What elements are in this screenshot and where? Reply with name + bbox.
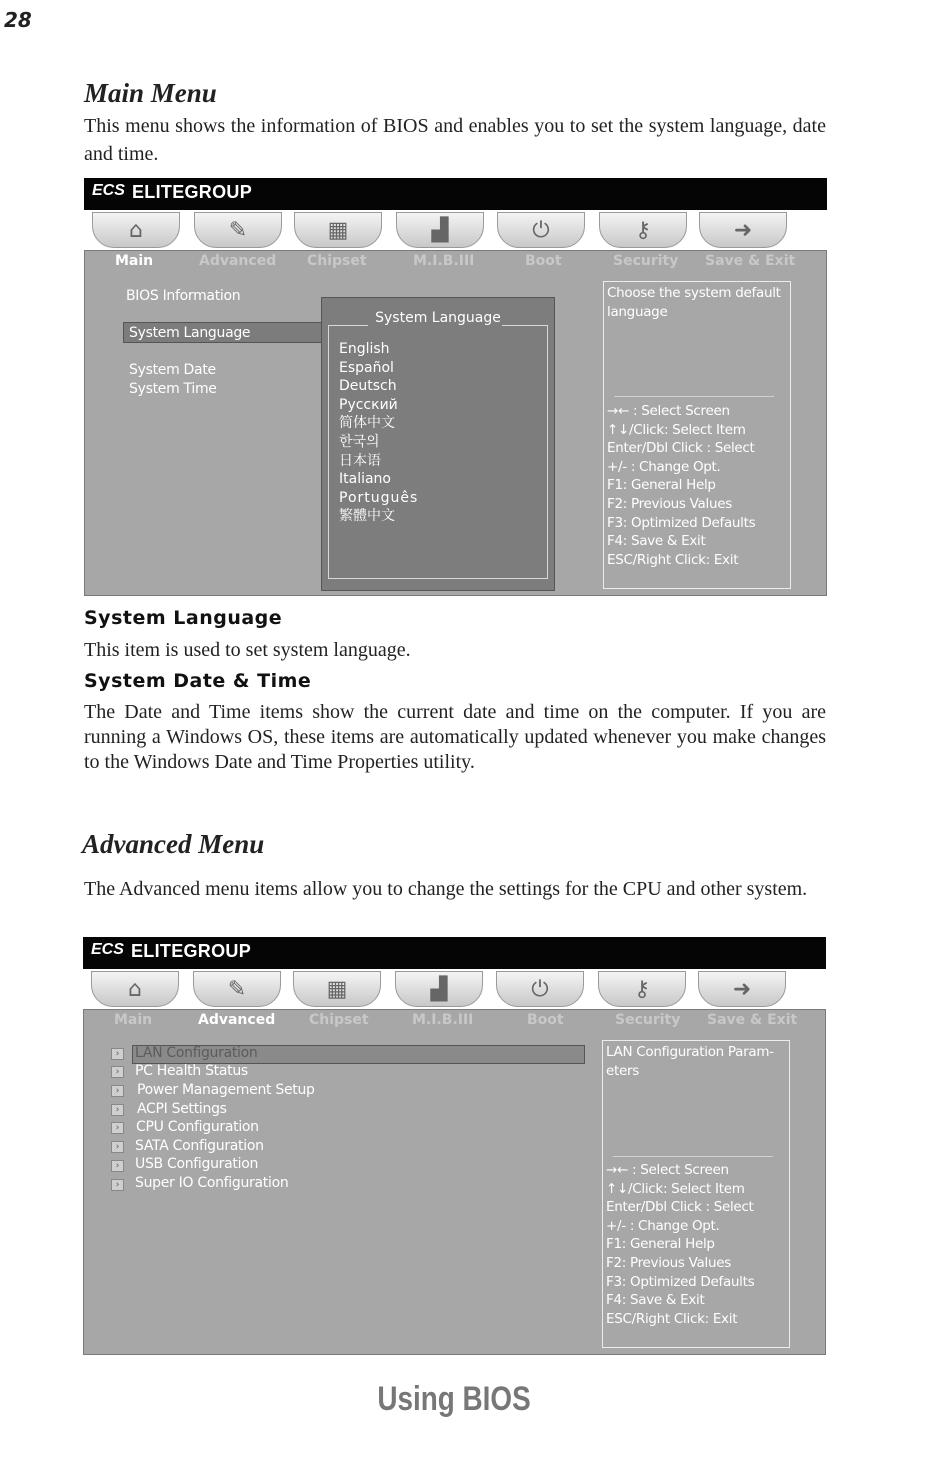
key-hint: Enter/Dbl Click : Select [606, 1199, 754, 1216]
help-panel [602, 1040, 790, 1348]
key-hint: ESC/Right Click: Exit [606, 1310, 738, 1327]
key-legend [607, 402, 755, 569]
help-separator [613, 1156, 773, 1157]
bios-advanced-screen [83, 937, 826, 1355]
system-language-item[interactable]: System Language [129, 325, 251, 341]
submenu-arrow-icon: › [111, 1122, 124, 1134]
tab-main[interactable]: Main [115, 253, 154, 269]
key-icon[interactable]: ⚷ [599, 212, 687, 248]
key-hint: +/- : Change Opt. [607, 458, 721, 475]
key-legend [606, 1161, 754, 1328]
pc-health-status-item[interactable]: PC Health Status [135, 1063, 248, 1079]
bios-advanced-panel [83, 1009, 826, 1355]
wrench-icon[interactable]: ✎ [194, 212, 282, 248]
key-hint: F4: Save & Exit [607, 533, 706, 550]
cpu-configuration-item[interactable]: CPU Configuration [136, 1119, 259, 1135]
submenu-arrow-icon: › [111, 1048, 124, 1060]
power-icon[interactable]: ⏻ [497, 212, 585, 248]
bios-title-bar [83, 937, 826, 969]
system-time-item[interactable]: System Time [129, 381, 217, 397]
bios-information-label: BIOS Information [126, 288, 241, 304]
sata-configuration-item[interactable]: SATA Configuration [135, 1138, 264, 1154]
key-hint: F4: Save & Exit [606, 1292, 705, 1309]
tab-chipset[interactable]: Chipset [307, 253, 367, 269]
key-hint: F2: Previous Values [607, 495, 732, 512]
language-options [339, 340, 418, 526]
bios-main-screen [84, 178, 827, 596]
tab-advanced[interactable]: Advanced [199, 253, 277, 269]
tab-save-exit[interactable]: Save & Exit [705, 253, 796, 269]
key-hint: +/- : Change Opt. [606, 1217, 720, 1234]
submenu-arrow-icon: › [111, 1141, 124, 1153]
date-time-heading: System Date & Time [84, 670, 312, 692]
chart-icon[interactable]: ▟ [396, 212, 484, 248]
key-hint: F1: General Help [606, 1236, 715, 1253]
exit-icon[interactable]: ➜ [699, 212, 787, 248]
tab-mib[interactable]: M.I.B.III [413, 253, 475, 269]
key-hint: →← : Select Screen [606, 1162, 729, 1178]
power-icon[interactable]: ⏻ [496, 971, 584, 1007]
chart-icon[interactable]: ▟ [395, 971, 483, 1007]
ecs-logo: ECS [92, 182, 125, 199]
help-text: LAN Configuration Param- eters [606, 1044, 774, 1079]
key-hint: F3: Optimized Defaults [607, 514, 756, 531]
tab-security[interactable]: Security [615, 1012, 681, 1028]
wrench-icon[interactable]: ✎ [193, 971, 281, 1007]
key-icon[interactable]: ⚷ [598, 971, 686, 1007]
main-menu-heading: Main Menu [84, 78, 217, 108]
home-icon[interactable]: ⌂ [92, 212, 180, 248]
key-hint: F1: General Help [607, 477, 716, 494]
bios-tab-strip [84, 210, 827, 250]
language-option[interactable]: Português [339, 489, 419, 506]
tab-security[interactable]: Security [613, 253, 679, 269]
language-option[interactable]: Русский [339, 396, 398, 413]
key-hint: F2: Previous Values [606, 1254, 731, 1271]
submenu-arrow-icon: › [111, 1160, 124, 1172]
power-management-item[interactable]: Power Management Setup [137, 1082, 315, 1098]
brand-name: ELITEGROUP [132, 182, 253, 202]
language-option[interactable]: 简体中文 [339, 415, 395, 432]
submenu-arrow-icon: › [111, 1085, 124, 1097]
language-option[interactable]: Italiano [339, 471, 391, 488]
language-option[interactable]: Español [339, 359, 394, 376]
exit-icon[interactable]: ➜ [698, 971, 786, 1007]
language-option[interactable]: English [339, 341, 390, 357]
advanced-menu-intro: The Advanced menu items allow you to change the settings for the CPU and other system. [84, 878, 808, 900]
bios-title-bar [84, 178, 827, 210]
lan-configuration-item[interactable]: LAN Configuration [135, 1045, 258, 1061]
help-text: Choose the system default language [607, 285, 781, 320]
submenu-arrow-icon: › [111, 1104, 124, 1116]
usb-configuration-item[interactable]: USB Configuration [135, 1156, 259, 1172]
submenu-arrow-icon: › [111, 1066, 124, 1078]
tab-chipset[interactable]: Chipset [309, 1012, 369, 1028]
help-panel [603, 281, 791, 589]
page-number: 28 [4, 8, 32, 32]
tab-boot[interactable]: Boot [525, 253, 562, 269]
key-hint: F3: Optimized Defaults [606, 1273, 755, 1290]
language-option[interactable]: 한국의 [339, 433, 380, 450]
tab-mib[interactable]: M.I.B.III [412, 1012, 474, 1028]
key-hint: ESC/Right Click: Exit [607, 551, 739, 568]
key-hint: ↑↓/Click: Select Item [607, 421, 746, 438]
super-io-configuration-item[interactable]: Super IO Configuration [135, 1175, 289, 1191]
bios-main-panel [84, 250, 827, 596]
tab-boot[interactable]: Boot [527, 1012, 564, 1028]
key-hint: →← : Select Screen [607, 403, 730, 419]
key-hint: Enter/Dbl Click : Select [607, 440, 755, 457]
advanced-menu-heading: Advanced Menu [82, 829, 265, 859]
system-date-item[interactable]: System Date [129, 362, 216, 378]
tab-main[interactable]: Main [114, 1012, 153, 1028]
system-language-popup [321, 297, 555, 591]
system-language-heading: System Language [84, 607, 283, 629]
language-option[interactable]: 繁體中文 [339, 508, 395, 525]
popup-title: System Language [375, 310, 501, 326]
tab-advanced[interactable]: Advanced [198, 1012, 276, 1028]
home-icon[interactable]: ⌂ [91, 971, 179, 1007]
chip-icon[interactable]: ▦ [293, 971, 381, 1007]
acpi-settings-item[interactable]: ACPI Settings [137, 1101, 227, 1117]
page-footer: Using BIOS [377, 1380, 531, 1418]
brand-name: ELITEGROUP [131, 941, 252, 961]
language-option[interactable]: Deutsch [339, 378, 397, 395]
submenu-arrow-icon: › [111, 1179, 124, 1191]
language-option[interactable]: 日本语 [339, 452, 381, 469]
bios-tab-strip [83, 969, 826, 1009]
tab-save-exit[interactable]: Save & Exit [707, 1012, 798, 1028]
main-menu-intro: This menu shows the information of BIOS and enables you to set the system language, date and time. [84, 115, 826, 165]
system-language-text: This item is used to set system language. [84, 639, 411, 661]
chip-icon[interactable]: ▦ [294, 212, 382, 248]
ecs-logo: ECS [91, 941, 124, 958]
help-separator [614, 396, 774, 397]
date-time-text: The Date and Time items show the current date and time on the computer. If you are running a Windows OS, these items are automatically updated whenever you make changes to the Windows Date and Time Properties utility. [84, 701, 826, 773]
key-hint: ↑↓/Click: Select Item [606, 1180, 745, 1197]
